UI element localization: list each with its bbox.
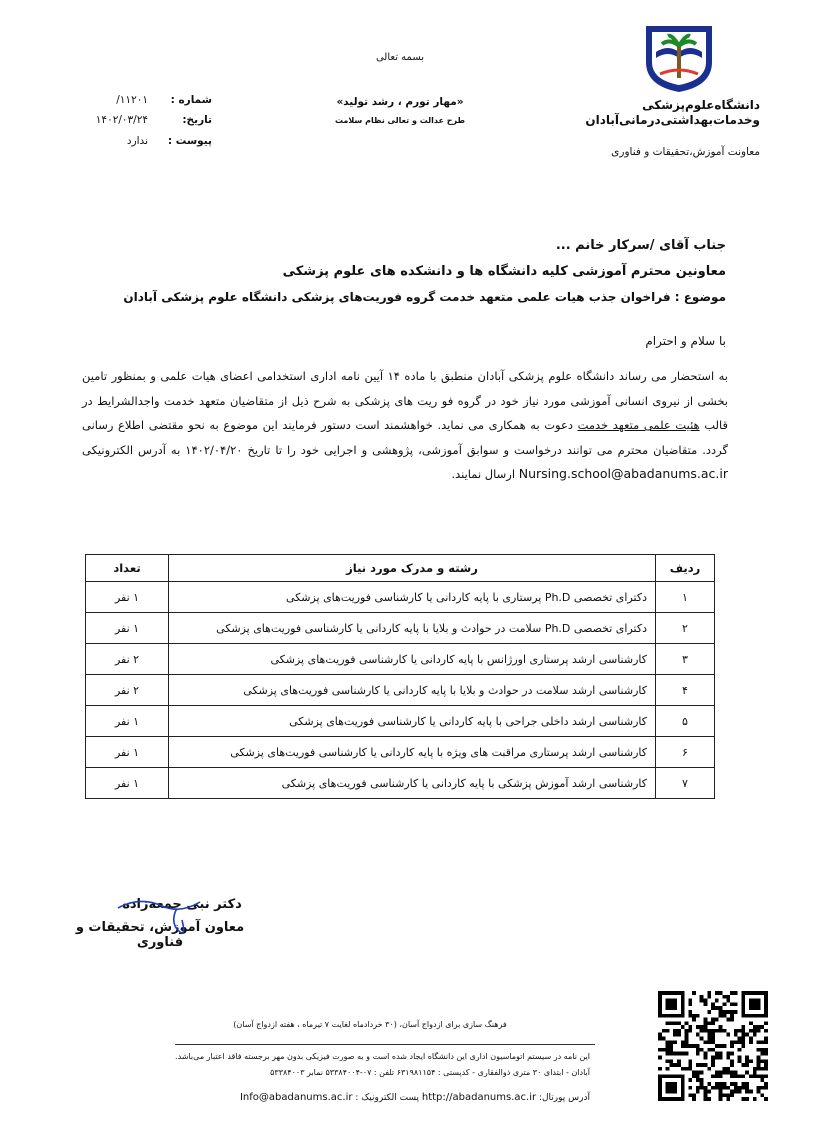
row-count: ۲ نفر — [86, 644, 169, 675]
date-label: تاریخ: — [182, 114, 212, 126]
portal-label: آدرس پورتال: — [538, 1093, 590, 1103]
header-field: رشته و مدرک مورد نیاز — [169, 555, 656, 582]
number-value: ۱۱۲۰۱/ — [116, 94, 148, 106]
body-part1: به استحضار می رساند دانشگاه علوم پزشکی آبادان منطبق با ماده ۱۴ آیین نامه اداری استخدامی اعضای هیات علمی و بمنظور تامین بخشی از نیروی انسانی آموزشی مورد نیاز خود در گروه فو ریت های پزشکی به شرح ذیل از متقاضیان متعهد خدمت واجدالشرایط در قالب — [82, 369, 728, 432]
footer-legal: این نامه در سیستم اتوماسیون اداری این دانشگاه ایجاد شده است و به صورت فیزیکی بدون مهر برجسته فاقد اعتبار می‌باشد. — [175, 1052, 590, 1061]
row-number: ۱ — [656, 582, 715, 613]
row-number: ۷ — [656, 768, 715, 799]
body-part2: دعوت به همکاری می نماید. خواهشمند است دستور فرمایند این موضوع به نحو مقتضی اطلاع رسانی گردد. متقاضیان محترم می توانند درخواست و سوابق آموزشی، پژوهشی و اجرایی خود را تا تاریخ ۱۴۰۲/۰۴/۲۰ به آدرس الکترونیکی — [82, 418, 728, 457]
row-field: کارشناسی ارشد آموزش پزشکی با پایه کاردانی یا کارشناسی فوریت‌های پزشکی — [169, 768, 656, 799]
row-field: کارشناسی ارشد پرستاری مراقبت های ویژه با پایه کاردانی یا کارشناسی فوریت‌های پزشکی — [169, 737, 656, 768]
table-row — [86, 737, 715, 768]
body-underlined: هئیت علمی متعهد خدمت — [577, 418, 700, 432]
portal-link[interactable]: http://abadanums.ac.ir — [421, 1092, 537, 1103]
row-number: ۵ — [656, 706, 715, 737]
header-row-number: ردیف — [656, 555, 715, 582]
row-number: ۲ — [656, 613, 715, 644]
row-field: کارشناسی ارشد سلامت در حوادث و بلایا با پایه کاردانی یا کارشناسی فوریت‌های پزشکی — [169, 675, 656, 706]
deputy-header: معاونت آموزش،تحقیقات و فناوری — [611, 146, 760, 158]
motto: «مهار تورم ، رشد تولید» — [336, 96, 464, 108]
row-count: ۱ نفر — [86, 737, 169, 768]
attachment-value: ندارد — [126, 135, 148, 147]
signer-name: دکتر نبی جمعه‌زاده — [122, 897, 242, 912]
footer-email-link[interactable]: Info@abadanums.ac.ir — [239, 1092, 353, 1103]
row-field: کارشناسی ارشد داخلی جراحی با پایه کاردانی یا کارشناسی فوریت‌های پزشکی — [169, 706, 656, 737]
number-label: شماره : — [170, 94, 212, 106]
table-row — [86, 768, 715, 799]
email-label: پست الکترونیک : — [355, 1093, 419, 1103]
table-row — [86, 582, 715, 613]
attachment-label: پیوست : — [167, 135, 212, 147]
table-row — [86, 706, 715, 737]
row-field: کارشناسی ارشد پرستاری اورژانس با پایه کاردانی یا کارشناسی فوریت‌های پزشکی — [169, 644, 656, 675]
qr-code-icon — [658, 990, 768, 1102]
requirements-table — [85, 554, 715, 799]
university-name-line1: دانشگاه‌علوم‌پزشکی — [642, 98, 760, 112]
university-name — [560, 98, 760, 128]
university-name-line2: وخدمات‌بهداشتی‌درمانی‌آبادان — [585, 113, 760, 127]
handwritten-signature-icon — [110, 890, 210, 940]
table-row — [86, 675, 715, 706]
subject-line: موضوع : فراخوان جذب هیات علمی متعهد خدمت گروه فوریت‌های پزشکی دانشگاه علوم پزشکی آبادان — [123, 290, 726, 304]
row-count: ۱ نفر — [86, 582, 169, 613]
footer-note: فرهنگ سازی برای ازدواج آسان، (۳۰ خردادماه لغایت ۷ تیرماه ، هفته ازدواج آسان) — [233, 1020, 507, 1029]
row-count: ۲ نفر — [86, 675, 169, 706]
addressee-recipients: معاونین محترم آموزشی کلیه دانشگاه ها و دانشکده های علوم پزشکی — [282, 264, 726, 279]
table-row — [86, 613, 715, 644]
row-field: دکترای تخصصی Ph.D پرستاری با پایه کاردانی یا کارشناسی فوریت‌های پزشکی — [169, 582, 656, 613]
addressee-line: جناب آقای /سرکار خانم ... — [555, 238, 726, 253]
row-number: ۴ — [656, 675, 715, 706]
row-count: ۱ نفر — [86, 613, 169, 644]
header-count: تعداد — [86, 555, 169, 582]
basmala: بسمه تعالی — [375, 52, 425, 63]
body-email: Nursing.school@abadanums.ac.ir — [518, 466, 728, 481]
table-row — [86, 644, 715, 675]
footer-divider — [175, 1044, 595, 1045]
university-logo-icon — [640, 22, 718, 94]
row-number: ۳ — [656, 644, 715, 675]
motto-subtitle: طرح عدالت و تعالی نظام سلامت — [334, 116, 466, 125]
letter-body — [82, 364, 728, 487]
row-count: ۱ نفر — [86, 768, 169, 799]
date-value: ۱۴۰۲/۰۳/۲۴ — [95, 114, 148, 126]
row-number: ۶ — [656, 737, 715, 768]
footer-web — [150, 1092, 590, 1103]
greeting: با سلام و احترام — [645, 334, 726, 348]
body-part3: ارسال نمایند. — [451, 467, 516, 481]
footer-address: آبادان - ابتدای ۳۰ متری ذوالفقاری - کدپستی : ۶۳۱۹۸۱۱۵۴ تلفن : ۰۷-۵۳۳۸۴۰۰۴ نمابر ۵۳۳۸۴۰۰۳ — [270, 1068, 590, 1077]
table-header-row — [86, 555, 715, 582]
signer-title: معاون آموزش، تحقیقات و فناوری — [75, 920, 245, 950]
row-field: دکترای تخصصی Ph.D سلامت در حوادث و بلایا با پایه کاردانی یا کارشناسی فوریت‌های پزشکی — [169, 613, 656, 644]
row-count: ۱ نفر — [86, 706, 169, 737]
